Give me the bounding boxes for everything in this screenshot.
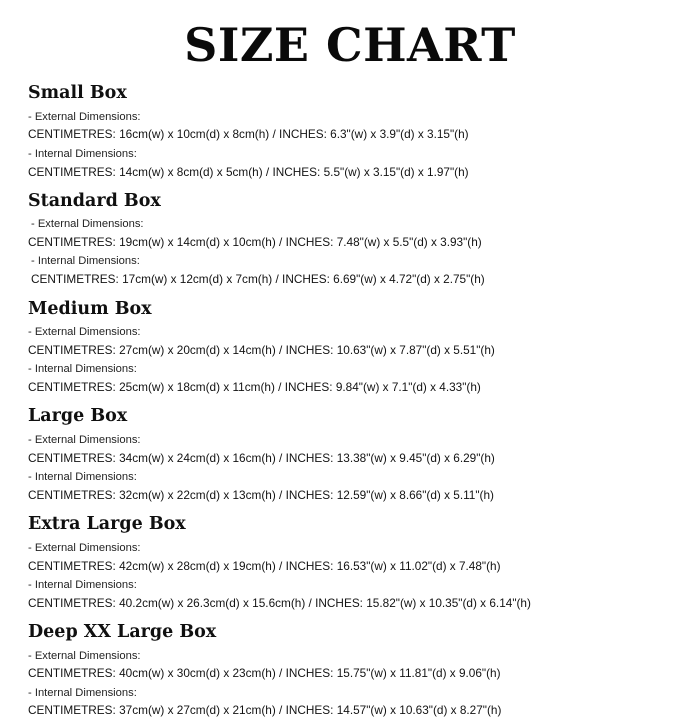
external-dimensions-label: - External Dimensions: — [28, 110, 141, 123]
external-dimensions-label: - External Dimensions: — [31, 218, 144, 231]
external-dimensions-label: - External Dimensions: — [28, 541, 141, 554]
size-section-large-box — [28, 405, 672, 504]
external-dimensions-value: CENTIMETRES: 34cm(w) x 24cm(d) x 16cm(h) / INCHES: 13.38"(w) x 9.45"(d) x 6.29"(h) — [28, 450, 495, 465]
external-dimensions-label: - External Dimensions: — [28, 326, 141, 339]
size-section-title: Standard Box — [28, 190, 161, 211]
external-dimensions-label: - External Dimensions: — [28, 649, 141, 662]
size-section-title: Medium Box — [28, 298, 152, 319]
internal-dimensions-label: - Internal Dimensions: — [28, 363, 137, 376]
internal-dimensions-label: - Internal Dimensions: — [28, 578, 137, 591]
size-section-title: Large Box — [28, 406, 128, 427]
external-dimensions-value: CENTIMETRES: 19cm(w) x 14cm(d) x 10cm(h) / INCHES: 7.48"(w) x 5.5"(d) x 3.93"(h) — [28, 235, 482, 250]
internal-dimensions-value: CENTIMETRES: 40.2cm(w) x 26.3cm(d) x 15.6cm(h) / INCHES: 15.82"(w) x 10.35"(d) x 6.14"(h) — [28, 595, 531, 610]
internal-dimensions-label: - Internal Dimensions: — [28, 686, 137, 699]
size-section-title: Extra Large Box — [28, 514, 186, 535]
size-chart-page — [0, 18, 700, 722]
internal-dimensions-value: CENTIMETRES: 14cm(w) x 8cm(d) x 5cm(h) / INCHES: 5.5"(w) x 3.15"(d) x 1.97"(h) — [28, 164, 469, 179]
external-dimensions-value: CENTIMETRES: 40cm(w) x 30cm(d) x 23cm(h) / INCHES: 15.75"(w) x 11.81"(d) x 9.06"(h) — [28, 666, 501, 681]
internal-dimensions-value: CENTIMETRES: 25cm(w) x 18cm(d) x 11cm(h) / INCHES: 9.84"(w) x 7.1"(d) x 4.33"(h) — [28, 380, 481, 395]
external-dimensions-label: - External Dimensions: — [28, 433, 141, 446]
size-section-title: Deep XX Large Box — [28, 621, 217, 642]
page-title: SIZE CHART — [184, 18, 516, 72]
internal-dimensions-value: CENTIMETRES: 32cm(w) x 22cm(d) x 13cm(h) / INCHES: 12.59"(w) x 8.66"(d) x 5.11"(h) — [28, 487, 494, 502]
size-section-standard-box — [28, 190, 672, 289]
size-section-deep-xx-large-box — [28, 621, 672, 720]
internal-dimensions-label: - Internal Dimensions: — [31, 255, 140, 268]
internal-dimensions-label: - Internal Dimensions: — [28, 471, 137, 484]
external-dimensions-value: CENTIMETRES: 16cm(w) x 10cm(d) x 8cm(h) / INCHES: 6.3"(w) x 3.9"(d) x 3.15"(h) — [28, 127, 469, 142]
external-dimensions-value: CENTIMETRES: 42cm(w) x 28cm(d) x 19cm(h) / INCHES: 16.53"(w) x 11.02"(d) x 7.48"(h) — [28, 558, 501, 573]
internal-dimensions-value: CENTIMETRES: 37cm(w) x 27cm(d) x 21cm(h) / INCHES: 14.57"(w) x 10.63"(d) x 8.27"(h) — [28, 703, 502, 718]
internal-dimensions-value: CENTIMETRES: 17cm(w) x 12cm(d) x 7cm(h) / INCHES: 6.69"(w) x 4.72"(d) x 2.75"(h) — [31, 272, 485, 287]
size-section-small-box — [28, 82, 672, 181]
internal-dimensions-label: - Internal Dimensions: — [28, 147, 137, 160]
size-section-extra-large-box — [28, 513, 672, 612]
size-section-medium-box — [28, 298, 672, 397]
external-dimensions-value: CENTIMETRES: 27cm(w) x 20cm(d) x 14cm(h) / INCHES: 10.63"(w) x 7.87"(d) x 5.51"(h) — [28, 342, 495, 357]
size-section-title: Small Box — [28, 83, 127, 103]
